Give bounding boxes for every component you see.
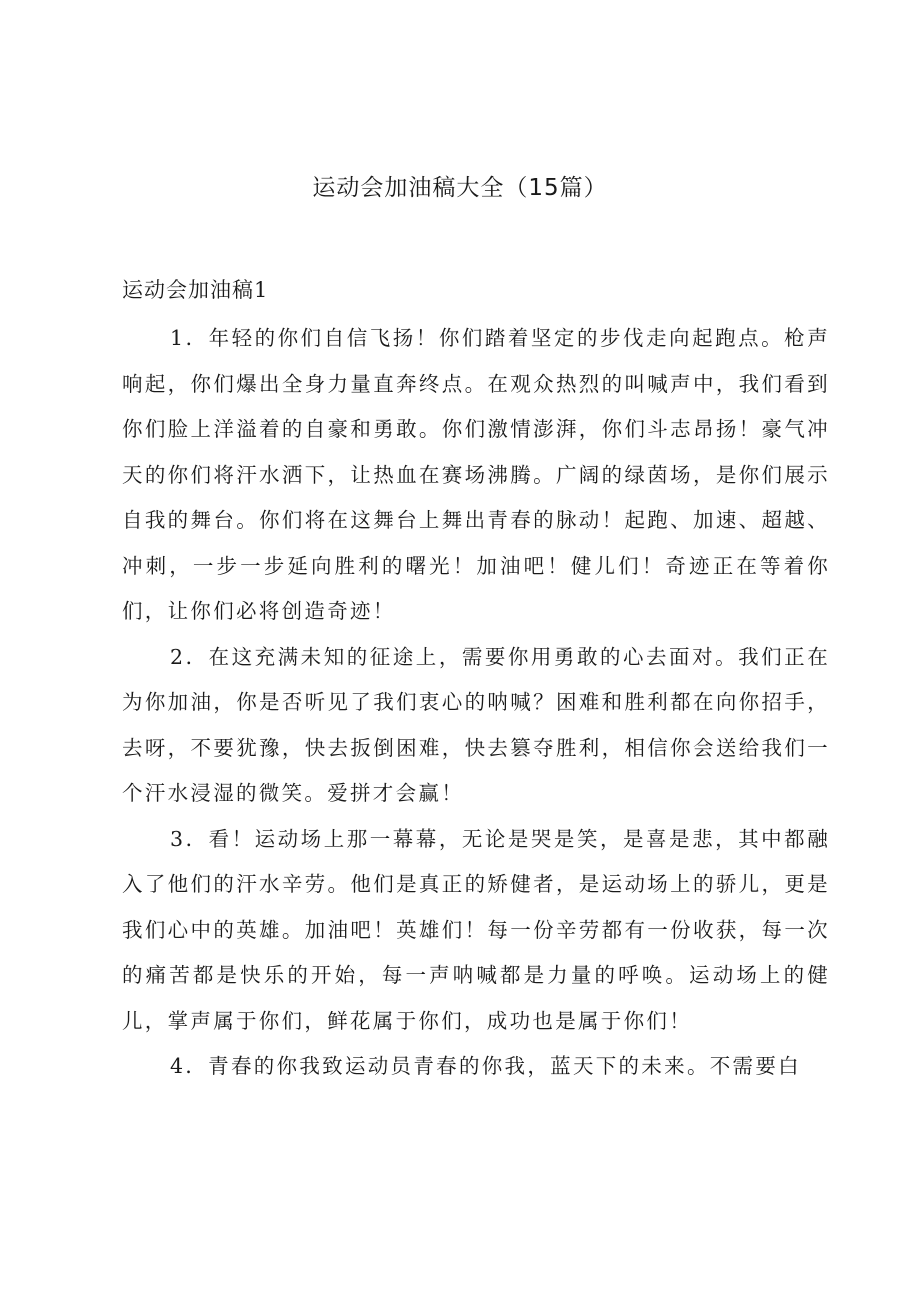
body-text	[122, 316, 830, 1090]
paragraph-4: 4．青春的你我致运动员青春的你我，蓝天下的未来。不需要白	[170, 1054, 801, 1078]
paragraph-3: 3．看！运动场上那一幕幕，无论是哭是笑，是喜是悲，其中都融入了他们的汗水辛劳。他们是真正的矫健者，是运动场上的骄儿，更是我们心中的英雄。加油吧！英雄们！每一份辛劳都有一份收获，每一次的痛苦都是快乐的开始，每一声呐喊都是力量的呼唤。运动场上的健儿，掌声属于你们，鲜花属于你们，成功也是属于你们！	[122, 826, 830, 1033]
paragraph-1: 1．年轻的你们自信飞扬！你们踏着坚定的步伐走向起跑点。枪声响起，你们爆出全身力量直奔终点。在观众热烈的叫喊声中，我们看到你们脸上洋溢着的自豪和勇敢。你们激情澎湃，你们斗志昂扬！豪气冲天的你们将汗水洒下，让热血在赛场沸腾。广阔的绿茵场，是你们展示自我的舞台。你们将在这舞台上舞出青春的脉动！起跑、加速、超越、冲刺，一步一步延向胜利的曙光！加油吧！健儿们！奇迹正在等着你们，让你们必将创造奇迹！	[122, 326, 830, 623]
section-heading: 运动会加油稿1	[122, 278, 269, 302]
document-title: 运动会加油稿大全（15篇）	[312, 175, 608, 201]
paragraph-2: 2．在这充满未知的征途上，需要你用勇敢的心去面对。我们正在为你加油，你是否听见了我们衷心的呐喊？困难和胜利都在向你招手，去呀，不要犹豫，快去扳倒困难，快去篡夺胜利，相信你会送给我们一个汗水浸湿的微笑。爱拼才会赢！	[122, 644, 830, 805]
